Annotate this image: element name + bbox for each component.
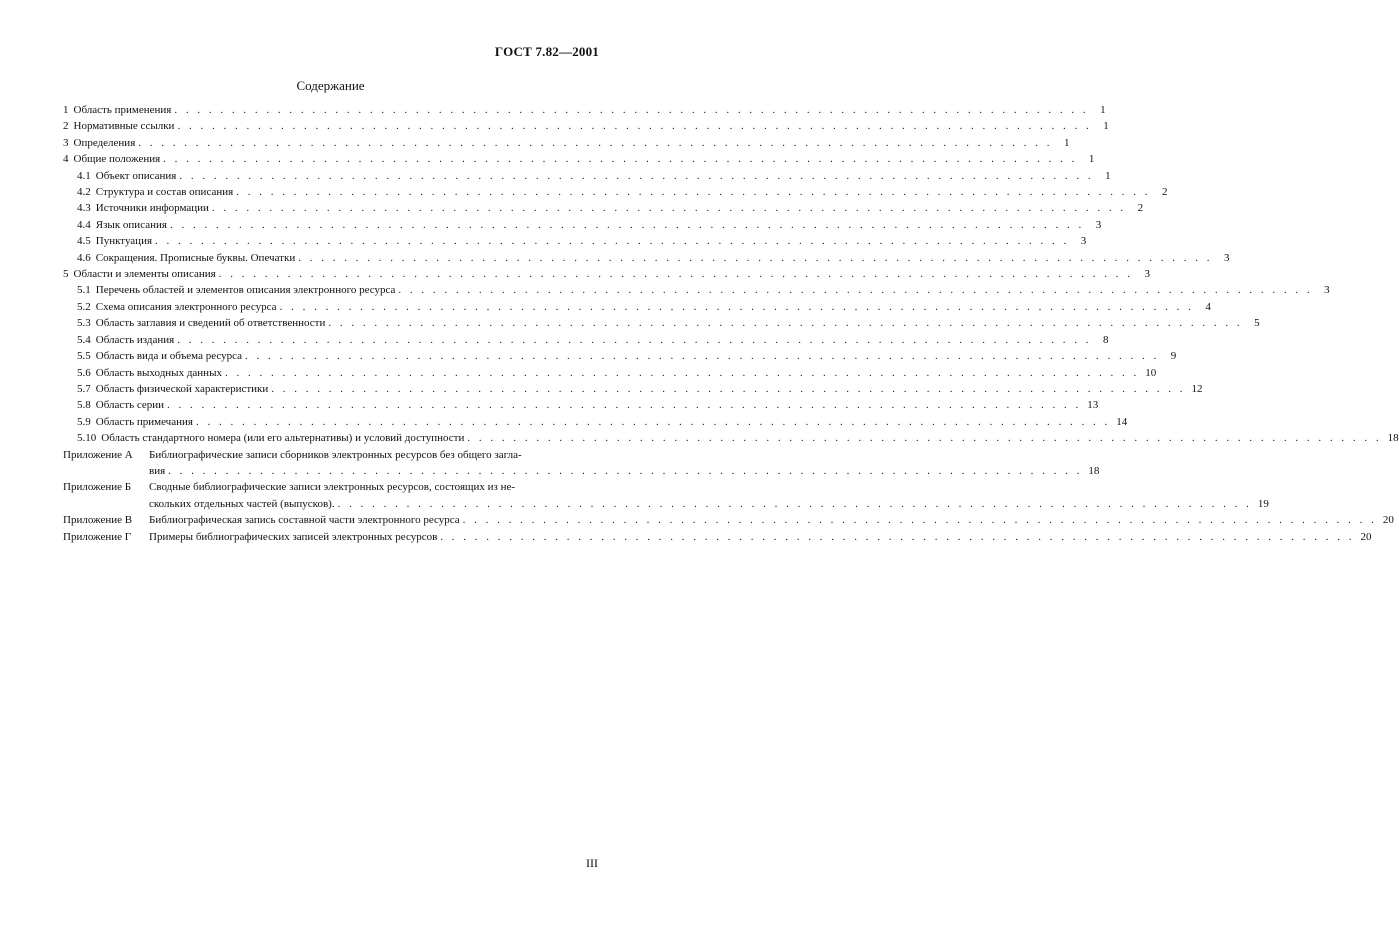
toc-entry [149,463,1099,479]
toc-entry-number: 4.2 [77,186,91,199]
toc-dot-leader: . . . . . . . . . . . . . . . . . . . . . . . . . . . . . . . . . . . . . . . . . . . . . . . . . . . . . . . . . . . . . . . . . . . . . . . . . . . . . . . . [168,464,1083,477]
toc-entry-title: Объект описания [95,169,177,182]
toc-dot-leader: . . . . . . . . . . . . . . . . . . . . . . . . . . . . . . . . . . . . . . . . . . . . . . . . . . . . . . . . . . . . . . . . . . . . . . . . . . . . . . . . [155,235,1070,248]
toc-entry-number: 3 [63,136,69,149]
toc-entry-page: 4 [1205,300,1211,313]
appendix-label: Приложение Г [63,530,132,543]
toc-entry-page: 1 [1088,153,1095,166]
toc-dot-leader: . . . . . . . . . . . . . . . . . . . . . . . . . . . . . . . . . . . . . . . . . . . . . . . . . . . . . . . . . . . . . . . . . . . . . . . . . . . . . . . . [167,399,1082,412]
toc-entry-number: 5.5 [77,350,91,363]
toc-entry-number: 4.3 [77,202,91,215]
toc-entry-title: Области и элементы описания [73,268,216,281]
toc-entry-page: 18 [1088,464,1100,477]
document-header: ГОСТ 7.82—2001 [494,44,599,59]
toc-entry-page: 3 [1080,235,1087,248]
toc-dot-leader: . . . . . . . . . . . . . . . . . . . . . . . . . . . . . . . . . . . . . . . . . . . . . . . . . . . . . . . . . . . . . . . . . . . . . . . . . . . . . . . . [328,317,1243,330]
toc-dot-leader: . . . . . . . . . . . . . . . . . . . . . . . . . . . . . . . . . . . . . . . . . . . . . . . . . . . . . . . . . . . . . . . . . . . . . . . . . . . . . . . . [177,333,1092,346]
toc-entry-title: Общие положения [73,153,161,166]
appendix-entry [63,479,1269,512]
toc-section-list [63,102,1399,447]
toc-entry [63,282,1330,298]
toc-dot-leader: . . . . . . . . . . . . . . . . . . . . . . . . . . . . . . . . . . . . . . . . . . . . . . . . . . . . . . . . . . . . . . . . . . . . . . . . . . . . . . . . [337,497,1252,510]
toc-entry [63,315,1260,331]
toc-entry [63,414,1128,430]
toc-entry [149,512,1394,528]
toc-dot-leader: . . . . . . . . . . . . . . . . . . . . . . . . . . . . . . . . . . . . . . . . . . . . . . . . . . . . . . . . . . . . . . . . . . . . . . . . . . . . . . . . [163,153,1078,166]
toc-entry-number: 2 [63,120,69,133]
toc-dot-leader: . . . . . . . . . . . . . . . . . . . . . . . . . . . . . . . . . . . . . . . . . . . . . . . . . . . . . . . . . . . . . . . . . . . . . . . . . . . . . . . . [298,251,1213,264]
toc-entry-title: вия [149,464,166,477]
toc-dot-leader: . . . . . . . . . . . . . . . . . . . . . . . . . . . . . . . . . . . . . . . . . . . . . . . . . . . . . . . . . . . . . . . . . . . . . . . . . . . . . . . . [195,415,1111,428]
toc-entry [63,151,1095,167]
toc-entry-number: 4.4 [77,218,91,231]
toc-dot-leader: . . . . . . . . . . . . . . . . . . . . . . . . . . . . . . . . . . . . . . . . . . . . . . . . . . . . . . . . . . . . . . . . . . . . . . . . . . . . . . . . [169,218,1085,231]
toc-entry-title: Нормативные ссылки [73,120,175,133]
toc-entry-number: 5.6 [77,366,91,379]
toc-dot-leader: . . . . . . . . . . . . . . . . . . . . . . . . . . . . . . . . . . . . . . . . . . . . . . . . . . . . . . . . . . . . . . . . . . . . . . . . . . . . . . . . [179,169,1094,182]
toc-entry-page: 3 [1095,218,1102,231]
toc-entry [63,299,1211,315]
toc-entry-title: Примеры библиографических записей электронных ресурсов [149,530,438,543]
appendix-label: Приложение В [63,514,133,527]
toc-entry-page: 2 [1137,202,1144,215]
toc-entry-page: 1 [1064,136,1070,149]
appendix-entry [63,447,1100,480]
toc-entry [63,250,1230,266]
toc-entry-title: Область серии [95,399,165,412]
toc-entry-title: Область выходных данных [95,366,222,379]
toc-dot-leader: . . . . . . . . . . . . . . . . . . . . . . . . . . . . . . . . . . . . . . . . . . . . . . . . . . . . . . . . . . . . . . . . . . . . . . . . . . . . . . . . [174,104,1089,116]
toc-entry-page: 14 [1116,415,1128,428]
toc-entry-page: 18 [1387,432,1399,445]
toc-entry [63,332,1109,348]
toc-entry-page: 3 [1144,268,1150,281]
toc-entry-page: 10 [1145,366,1157,379]
toc-entry-number: 5.1 [77,284,91,297]
appendix-entry [63,529,1372,545]
toc-entry-title: Схема описания электронного ресурса [95,300,277,313]
toc-entry-page: 1 [1103,120,1109,133]
toc-entry-page: 19 [1257,497,1269,510]
toc-entry-page: 9 [1170,350,1177,363]
appendix-entry [63,512,1394,528]
toc-entry-title: Область издания [95,333,175,346]
toc-entry [63,397,1099,413]
page-title: Содержание [296,78,365,93]
toc-entry-number: 5.3 [77,317,91,330]
toc-entry [63,200,1144,216]
toc-entry [63,168,1111,184]
toc-entry-number: 1 [63,104,69,116]
appendix-body [149,529,1372,545]
toc-entry-title: Область физической характеристики [95,382,269,395]
appendix-label: Приложение Б [63,481,132,494]
toc-entry-number: 5.8 [77,399,91,412]
toc-dot-leader: . . . . . . . . . . . . . . . . . . . . . . . . . . . . . . . . . . . . . . . . . . . . . . . . . . . . . . . . . . . . . . . . . . . . . . . . . . . . . . . . [236,186,1151,199]
toc-appendix-list [63,447,1394,545]
toc-entry-title: Определения [73,136,136,149]
toc-dot-leader: . . . . . . . . . . . . . . . . . . . . . . . . . . . . . . . . . . . . . . . . . . . . . . . . . . . . . . . . . . . . . . . . . . . . . . . . . . . . . . . . [224,366,1140,379]
toc-entry [63,135,1070,151]
toc-entry [63,348,1177,364]
page-number: III [586,856,598,870]
toc-entry-title: Область заглавия и сведений об ответственности [95,317,326,330]
appendix-body [149,479,1269,512]
toc-entry-number: 5.7 [77,382,91,395]
toc-entry-title: Область применения [73,104,172,116]
toc-entry-page: 3 [1324,284,1330,297]
table-of-contents [63,102,1399,545]
toc-entry [63,102,1106,118]
toc-entry-page: 20 [1382,514,1394,527]
toc-entry-number: 4.1 [77,169,91,182]
toc-entry-title: Область примечания [95,415,193,428]
toc-entry-number: 5.4 [77,333,91,346]
toc-dot-leader: . . . . . . . . . . . . . . . . . . . . . . . . . . . . . . . . . . . . . . . . . . . . . . . . . . . . . . . . . . . . . . . . . . . . . . . . . . . . . . . . [271,382,1186,395]
appendix-label: Приложение А [63,448,133,461]
toc-dot-leader: . . . . . . . . . . . . . . . . . . . . . . . . . . . . . . . . . . . . . . . . . . . . . . . . . . . . . . . . . . . . . . . . . . . . . . . . . . . . . . . . [211,202,1127,215]
toc-dot-leader: . . . . . . . . . . . . . . . . . . . . . . . . . . . . . . . . . . . . . . . . . . . . . . . . . . . . . . . . . . . . . . . . . . . . . . . . . . . . . . . . [279,300,1194,313]
appendix-title-line: Сводные библиографические записи электронных ресурсов, состоящих из не- [149,481,516,494]
toc-entry-page: 2 [1161,186,1168,199]
toc-entry [63,381,1203,397]
toc-entry-page: 1 [1100,104,1106,116]
appendix-title-line: Библиографические записи сборников электронных ресурсов без общего загла- [149,448,522,461]
toc-entry-page: 20 [1360,530,1372,543]
toc-entry-page: 12 [1191,382,1203,395]
toc-entry [63,365,1157,381]
toc-dot-leader: . . . . . . . . . . . . . . . . . . . . . . . . . . . . . . . . . . . . . . . . . . . . . . . . . . . . . . . . . . . . . . . . . . . . . . . . . . . . . . . . [467,432,1382,445]
toc-entry [149,496,1269,512]
toc-entry-title: Область стандартного номера (или его альтернативы) и условий доступности [101,432,465,445]
toc-entry-page: 13 [1087,399,1099,412]
toc-entry-page: 3 [1223,251,1230,264]
toc-entry [63,233,1087,249]
toc-entry-title: Структура и состав описания [95,186,234,199]
toc-entry-number: 4 [63,153,69,166]
toc-dot-leader: . . . . . . . . . . . . . . . . . . . . . . . . . . . . . . . . . . . . . . . . . . . . . . . . . . . . . . . . . . . . . . . . . . . . . . . . . . . . . . . . [177,120,1092,133]
toc-dot-leader: . . . . . . . . . . . . . . . . . . . . . . . . . . . . . . . . . . . . . . . . . . . . . . . . . . . . . . . . . . . . . . . . . . . . . . . . . . . . . . . . [245,350,1160,363]
toc-dot-leader: . . . . . . . . . . . . . . . . . . . . . . . . . . . . . . . . . . . . . . . . . . . . . . . . . . . . . . . . . . . . . . . . . . . . . . . . . . . . . . . . [440,530,1355,543]
appendix-body [149,512,1394,528]
toc-entry-title: Область вида и объема ресурса [95,350,242,363]
toc-entry-number: 5.2 [77,300,91,313]
toc-entry [63,217,1102,233]
toc-entry-number: 5.9 [77,415,91,428]
toc-entry [63,118,1109,134]
toc-entry [63,266,1150,282]
toc-entry-title: Источники информации [95,202,209,215]
toc-entry-title: Язык описания [95,218,167,231]
toc-entry-page: 8 [1102,333,1109,346]
toc-entry-page: 1 [1105,169,1111,182]
toc-dot-leader: . . . . . . . . . . . . . . . . . . . . . . . . . . . . . . . . . . . . . . . . . . . . . . . . . . . . . . . . . . . . . . . . . . . . . . . . . . . . . . . . [398,284,1313,297]
toc-entry-number: 4.6 [77,251,91,264]
toc-entry-title: Перечень областей и элементов описания электронного ресурса [95,284,396,297]
toc-dot-leader: . . . . . . . . . . . . . . . . . . . . . . . . . . . . . . . . . . . . . . . . . . . . . . . . . . . . . . . . . . . . . . . . . . . . . . . . . . . . . . . . [218,268,1133,281]
toc-entry-number: 5 [63,268,69,281]
toc-entry [149,529,1372,545]
toc-entry-title: Библиографическая запись составной части электронного ресурса [149,514,460,527]
appendix-body [149,447,1099,480]
toc-entry-title: Пунктуация [95,235,153,248]
toc-entry-page: 5 [1254,317,1260,330]
toc-entry-number: 4.5 [77,235,91,248]
toc-entry [63,184,1168,200]
toc-dot-leader: . . . . . . . . . . . . . . . . . . . . . . . . . . . . . . . . . . . . . . . . . . . . . . . . . . . . . . . . . . . . . . . . . . . . . . . . . . . . . . . . [138,136,1053,149]
toc-dot-leader: . . . . . . . . . . . . . . . . . . . . . . . . . . . . . . . . . . . . . . . . . . . . . . . . . . . . . . . . . . . . . . . . . . . . . . . . . . . . . . . . [462,514,1377,527]
toc-entry-title: скольких отдельных частей (выпусков). [149,497,335,510]
toc-entry-title: Сокращения. Прописные буквы. Опечатки [95,251,296,264]
toc-entry-number: 5.10 [77,432,97,445]
toc-entry [63,430,1399,446]
